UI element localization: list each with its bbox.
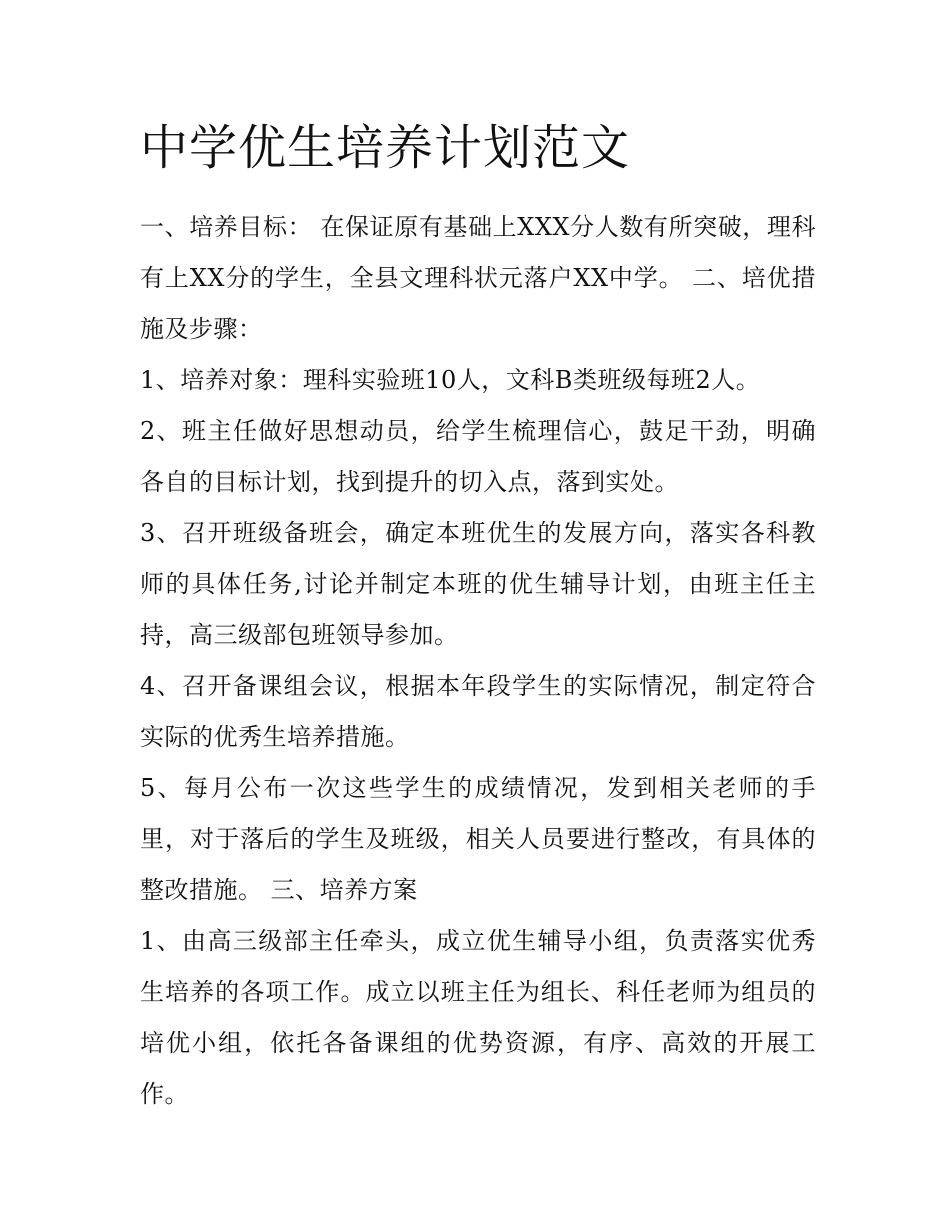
document-title: 中学优生培养计划范文 <box>140 120 631 176</box>
paragraph-item-2: 2、班主任做好思想动员，给学生梳理信心，鼓足干劲，明确各自的目标计划，找到提升的切入点，落到实处。 <box>140 417 816 496</box>
paragraph-item-4: 4、召开备课组会议，根据本年段学生的实际情况，制定符合实际的优秀生培养措施。 <box>140 672 816 751</box>
paragraph-goals: 一、培养目标： 在保证原有基础上XXX分人数有所突破，理科有上XX分的学生，全县文理科状元落户XX中学。 二、培优措施及步骤： <box>140 213 816 343</box>
paragraph-item-5: 5、每月公布一次这些学生的成绩情况，发到相关老师的手里，对于落后的学生及班级，相关人员要进行整改，有具体的整改措施。 三、培养方案 <box>140 774 816 904</box>
paragraph-plan-item-1: 1、由高三级部主任牵头，成立优生辅导小组，负责落实优秀生培养的各项工作。成立以班主任为组长、科任老师为组员的培优小组，依托各备课组的优势资源，有序、高效的开展工作。 <box>140 927 816 1108</box>
paragraph-item-3: 3、召开班级备班会，确定本班优生的发展方向，落实各科教师的具体任务,讨论并制定本班的优生辅导计划，由班主任主持，高三级部包班领导参加。 <box>140 519 816 649</box>
document-body <box>140 112 816 1120</box>
paragraph-item-1: 1、培养对象：理科实验班10人，文科B类班级每班2人。 <box>140 366 761 394</box>
